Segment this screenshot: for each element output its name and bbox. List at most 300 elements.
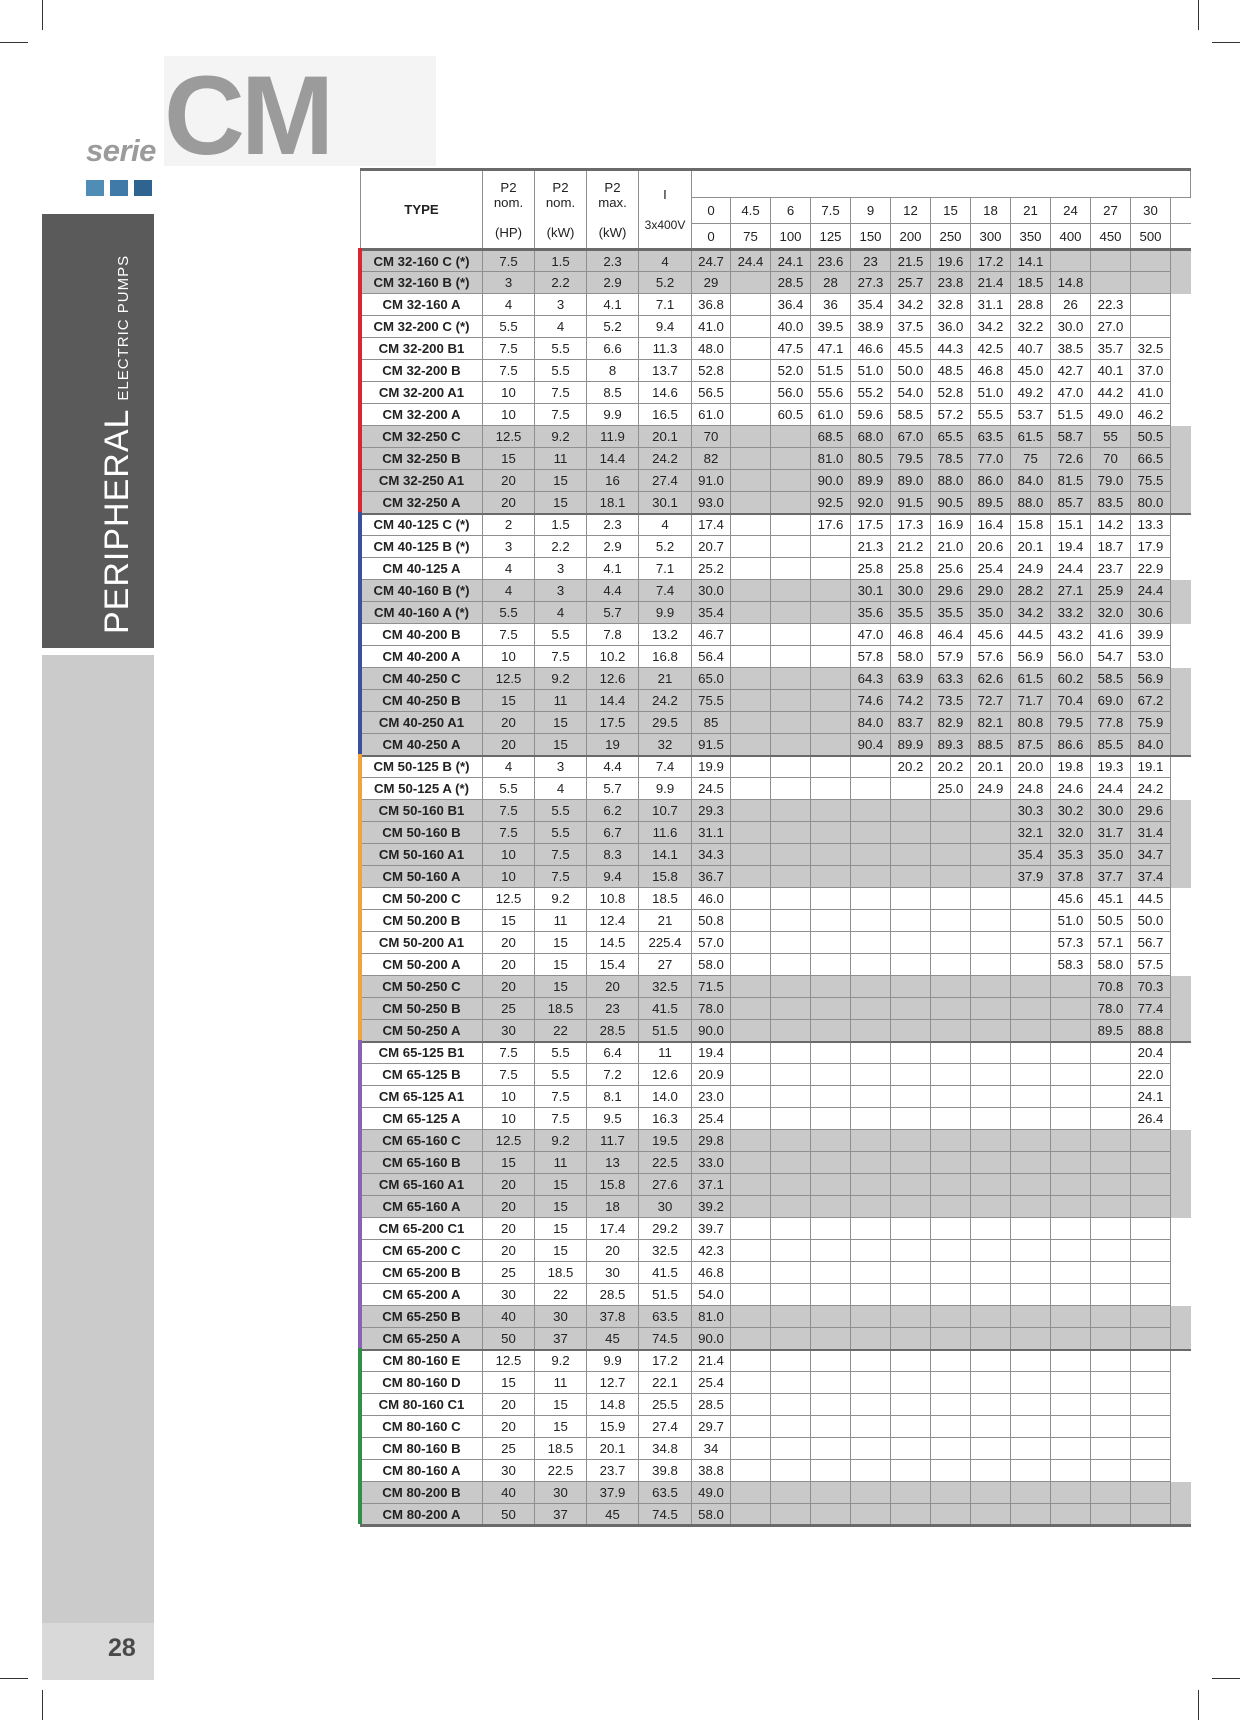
cell-type: CM 65-200 A <box>361 1284 483 1306</box>
cell-head <box>1011 888 1051 910</box>
header-flow-gap <box>1171 224 1191 250</box>
cell-head: 56.7 <box>1131 932 1171 954</box>
table-row <box>361 1196 1191 1218</box>
cell-p2-kw: 7.5 <box>535 646 587 668</box>
cell-head <box>811 1086 851 1108</box>
cell-head <box>971 888 1011 910</box>
cell-type: CM 65-125 A1 <box>361 1086 483 1108</box>
cell-head <box>931 1438 971 1460</box>
cell-head: 54.0 <box>692 1284 731 1306</box>
cell-head <box>1131 1328 1171 1350</box>
cell-head: 34.2 <box>1011 602 1051 624</box>
cell-p2-kw: 5.5 <box>535 1042 587 1064</box>
cell-type: CM 50-125 B (*) <box>361 756 483 778</box>
table-row <box>361 1174 1191 1196</box>
cell-head <box>1051 250 1091 272</box>
cell-head <box>891 1482 931 1504</box>
cell-head: 40.0 <box>771 316 811 338</box>
cell-head <box>731 1108 771 1130</box>
cell-current: 11.6 <box>639 822 692 844</box>
cell-p2-max: 4.4 <box>587 580 639 602</box>
header-flow-m3h: 21 <box>1011 198 1051 224</box>
cell-p2-hp: 40 <box>483 1482 535 1504</box>
cell-p2-max: 20 <box>587 1240 639 1262</box>
cell-gap <box>1171 866 1191 888</box>
cell-head <box>731 932 771 954</box>
cell-head <box>811 1438 851 1460</box>
cell-head: 39.2 <box>692 1196 731 1218</box>
cell-p2-max: 14.4 <box>587 690 639 712</box>
header-flow-lmin: 150 <box>851 224 891 250</box>
cell-head <box>811 1284 851 1306</box>
cell-head: 42.7 <box>1051 360 1091 382</box>
group-color-bar <box>358 1040 362 1348</box>
cell-p2-max: 2.3 <box>587 250 639 272</box>
cell-head: 58.5 <box>891 404 931 426</box>
cell-head <box>1051 1460 1091 1482</box>
table-row <box>361 1262 1191 1284</box>
cell-head: 59.6 <box>851 404 891 426</box>
cell-head: 30.6 <box>1131 602 1171 624</box>
table-row <box>361 646 1191 668</box>
cell-head <box>891 1350 931 1372</box>
table-row <box>361 1152 1191 1174</box>
cell-head <box>851 1174 891 1196</box>
cell-p2-kw: 9.2 <box>535 426 587 448</box>
cell-current: 32 <box>639 734 692 756</box>
cell-head: 30.0 <box>692 580 731 602</box>
cell-head: 40.7 <box>1011 338 1051 360</box>
cell-head: 32.5 <box>1131 338 1171 360</box>
cell-head: 24.8 <box>1011 778 1051 800</box>
cell-type: CM 32-200 C (*) <box>361 316 483 338</box>
cell-head: 17.5 <box>851 514 891 536</box>
cell-head <box>1091 1042 1131 1064</box>
cell-head: 89.0 <box>891 470 931 492</box>
cell-head <box>891 888 931 910</box>
cell-gap <box>1171 756 1191 778</box>
cell-head: 75.9 <box>1131 712 1171 734</box>
cell-head: 63.9 <box>891 668 931 690</box>
cell-current: 4 <box>639 514 692 536</box>
cell-head <box>771 1152 811 1174</box>
cell-head <box>1011 1350 1051 1372</box>
cell-head <box>811 1108 851 1130</box>
cell-gap <box>1171 558 1191 580</box>
cell-head: 58.0 <box>692 1504 731 1526</box>
cell-head <box>931 1394 971 1416</box>
cell-head <box>811 998 851 1020</box>
cell-head: 16.4 <box>971 514 1011 536</box>
cell-current: 16.3 <box>639 1108 692 1130</box>
cell-head <box>731 580 771 602</box>
cell-head: 77.8 <box>1091 712 1131 734</box>
cell-head <box>971 1372 1011 1394</box>
sidebar-title-main: PERIPHERAL <box>98 408 136 634</box>
header-flow-m3h: 15 <box>931 198 971 224</box>
cell-head: 35.4 <box>851 294 891 316</box>
cell-head <box>731 360 771 382</box>
cell-current: 11.3 <box>639 338 692 360</box>
cell-head <box>851 1328 891 1350</box>
cell-head: 51.5 <box>1051 404 1091 426</box>
cell-head <box>1091 1372 1131 1394</box>
cell-type: CM 40-250 A <box>361 734 483 756</box>
cell-head: 39.5 <box>811 316 851 338</box>
cell-p2-hp: 7.5 <box>483 338 535 360</box>
cell-head: 37.8 <box>1051 866 1091 888</box>
cell-type: CM 65-160 C <box>361 1130 483 1152</box>
cell-head: 45.0 <box>1011 360 1051 382</box>
cell-head: 73.5 <box>931 690 971 712</box>
cell-current: 74.5 <box>639 1504 692 1526</box>
cell-gap <box>1171 1306 1191 1328</box>
cell-head <box>771 1460 811 1482</box>
cell-p2-kw: 37 <box>535 1328 587 1350</box>
cell-head <box>1131 1372 1171 1394</box>
cell-head <box>1011 1394 1051 1416</box>
cell-head: 24.1 <box>771 250 811 272</box>
cell-head: 34.2 <box>971 316 1011 338</box>
cell-type: CM 32-160 A <box>361 294 483 316</box>
cell-head <box>811 712 851 734</box>
cell-p2-hp: 25 <box>483 1438 535 1460</box>
cell-head: 77.4 <box>1131 998 1171 1020</box>
cell-type: CM 65-200 B <box>361 1262 483 1284</box>
cell-p2-max: 18.1 <box>587 492 639 514</box>
cell-gap <box>1171 1152 1191 1174</box>
cell-head <box>731 338 771 360</box>
cell-head <box>971 998 1011 1020</box>
cell-head <box>1011 954 1051 976</box>
cell-head <box>891 1262 931 1284</box>
cell-head <box>1011 1042 1051 1064</box>
cell-head <box>731 1262 771 1284</box>
cell-type: CM 40-250 B <box>361 690 483 712</box>
accent-square <box>86 180 104 196</box>
cell-head <box>1091 1504 1131 1526</box>
header-flow-m3h: 6 <box>771 198 811 224</box>
cell-head <box>1051 1020 1091 1042</box>
cell-head <box>771 602 811 624</box>
cell-p2-max: 28.5 <box>587 1284 639 1306</box>
cell-head: 30.0 <box>1051 316 1091 338</box>
cell-p2-hp: 7.5 <box>483 800 535 822</box>
cell-head <box>931 1504 971 1526</box>
cell-head <box>971 1020 1011 1042</box>
cell-head <box>1131 294 1171 316</box>
cell-p2-hp: 20 <box>483 712 535 734</box>
cell-head: 41.0 <box>1131 382 1171 404</box>
cell-head <box>931 954 971 976</box>
cell-head <box>931 822 971 844</box>
cell-head <box>971 1350 1011 1372</box>
cell-head <box>731 1240 771 1262</box>
cell-head <box>851 1240 891 1262</box>
cell-head: 61.0 <box>692 404 731 426</box>
cell-head <box>771 1240 811 1262</box>
cell-head: 22.3 <box>1091 294 1131 316</box>
cell-head <box>891 1130 931 1152</box>
cell-head: 65.5 <box>931 426 971 448</box>
cell-head: 23.8 <box>931 272 971 294</box>
cell-head: 55 <box>1091 426 1131 448</box>
cell-head <box>1051 1196 1091 1218</box>
cell-p2-kw: 5.5 <box>535 338 587 360</box>
cell-head: 25.0 <box>931 778 971 800</box>
cell-head: 23.0 <box>692 1086 731 1108</box>
cell-head: 70.3 <box>1131 976 1171 998</box>
table-row <box>361 976 1191 998</box>
cell-head: 20.7 <box>692 536 731 558</box>
cell-gap <box>1171 712 1191 734</box>
cell-head <box>851 1130 891 1152</box>
cell-p2-kw: 7.5 <box>535 382 587 404</box>
cell-type: CM 32-160 B (*) <box>361 272 483 294</box>
cell-p2-hp: 10 <box>483 382 535 404</box>
cell-head <box>731 1020 771 1042</box>
cell-head: 46.6 <box>851 338 891 360</box>
cell-current: 9.4 <box>639 316 692 338</box>
cell-p2-hp: 20 <box>483 492 535 514</box>
cell-head: 89.9 <box>851 470 891 492</box>
cell-head <box>1131 1262 1171 1284</box>
cell-head <box>731 778 771 800</box>
cell-head <box>891 1020 931 1042</box>
cell-head <box>731 382 771 404</box>
cell-head: 32.2 <box>1011 316 1051 338</box>
cell-head: 25.9 <box>1091 580 1131 602</box>
cell-head: 51.0 <box>1051 910 1091 932</box>
cell-type: CM 80-160 E <box>361 1350 483 1372</box>
cell-head: 38.9 <box>851 316 891 338</box>
cell-head: 38.8 <box>692 1460 731 1482</box>
cell-p2-hp: 30 <box>483 1460 535 1482</box>
cell-head <box>891 932 931 954</box>
cell-head: 20.2 <box>891 756 931 778</box>
cell-head: 54.7 <box>1091 646 1131 668</box>
cell-head: 25.6 <box>931 558 971 580</box>
table-row <box>361 470 1191 492</box>
cell-current: 27.4 <box>639 1416 692 1438</box>
cell-head: 25.8 <box>851 558 891 580</box>
cell-head: 44.5 <box>1011 624 1051 646</box>
cell-head <box>771 954 811 976</box>
cell-p2-hp: 12.5 <box>483 1130 535 1152</box>
cell-head <box>731 404 771 426</box>
cell-head <box>771 910 811 932</box>
cell-p2-kw: 15 <box>535 1416 587 1438</box>
cell-head: 47.0 <box>851 624 891 646</box>
cell-head: 24.4 <box>731 250 771 272</box>
cell-head <box>731 1306 771 1328</box>
cell-p2-hp: 3 <box>483 272 535 294</box>
cell-head: 39.9 <box>1131 624 1171 646</box>
cell-current: 22.1 <box>639 1372 692 1394</box>
cell-head <box>731 1438 771 1460</box>
cell-p2-kw: 9.2 <box>535 888 587 910</box>
cell-current: 11 <box>639 1042 692 1064</box>
cell-head: 38.5 <box>1051 338 1091 360</box>
cell-head <box>731 514 771 536</box>
cell-head: 58.0 <box>692 954 731 976</box>
cell-head <box>971 1416 1011 1438</box>
cell-head: 35.3 <box>1051 844 1091 866</box>
cell-head: 89.9 <box>891 734 931 756</box>
cell-p2-hp: 25 <box>483 1262 535 1284</box>
cell-type: CM 32-250 A <box>361 492 483 514</box>
cell-head <box>771 1394 811 1416</box>
cell-head: 33.0 <box>692 1152 731 1174</box>
cell-head <box>971 1240 1011 1262</box>
cell-head <box>811 1174 851 1196</box>
cell-head: 32.8 <box>931 294 971 316</box>
table-row <box>361 536 1191 558</box>
cell-p2-max: 4.1 <box>587 558 639 580</box>
cell-gap <box>1171 250 1191 272</box>
cell-p2-kw: 7.5 <box>535 866 587 888</box>
cell-head <box>931 910 971 932</box>
cell-p2-max: 10.2 <box>587 646 639 668</box>
cell-head: 79.0 <box>1091 470 1131 492</box>
cell-p2-hp: 20 <box>483 1240 535 1262</box>
cell-head <box>971 954 1011 976</box>
cell-head: 14.8 <box>1051 272 1091 294</box>
cell-head: 50.0 <box>1131 910 1171 932</box>
cell-head <box>931 1460 971 1482</box>
cell-head <box>1091 1350 1131 1372</box>
cell-p2-hp: 15 <box>483 690 535 712</box>
cell-head <box>731 294 771 316</box>
cell-head <box>931 1306 971 1328</box>
cell-head <box>931 1372 971 1394</box>
cell-type: CM 40-125 A <box>361 558 483 580</box>
cell-head <box>931 1152 971 1174</box>
cell-p2-kw: 1.5 <box>535 514 587 536</box>
cell-head: 35.5 <box>891 602 931 624</box>
accent-square <box>110 180 128 196</box>
cell-head <box>1091 1306 1131 1328</box>
cell-type: CM 65-160 B <box>361 1152 483 1174</box>
cell-p2-max: 23 <box>587 998 639 1020</box>
cell-head <box>1011 1240 1051 1262</box>
cell-head <box>851 844 891 866</box>
cell-head <box>731 1174 771 1196</box>
cell-type: CM 65-125 B <box>361 1064 483 1086</box>
cell-current: 5.2 <box>639 536 692 558</box>
cell-head: 56.0 <box>1051 646 1091 668</box>
cell-head <box>1091 1064 1131 1086</box>
cell-head: 51.0 <box>971 382 1011 404</box>
cell-head <box>931 888 971 910</box>
cell-gap <box>1171 470 1191 492</box>
cell-head <box>771 514 811 536</box>
cell-head: 24.6 <box>1051 778 1091 800</box>
cell-gap <box>1171 1262 1191 1284</box>
cell-head <box>851 1350 891 1372</box>
cell-p2-kw: 15 <box>535 976 587 998</box>
cell-head <box>1051 1306 1091 1328</box>
cell-head <box>731 558 771 580</box>
header-flow-m3h: 24 <box>1051 198 1091 224</box>
table-row <box>361 1438 1191 1460</box>
cell-p2-hp: 7.5 <box>483 250 535 272</box>
cell-type: CM 65-125 B1 <box>361 1042 483 1064</box>
cell-head <box>731 646 771 668</box>
cell-head: 31.7 <box>1091 822 1131 844</box>
cell-p2-hp: 25 <box>483 998 535 1020</box>
cell-p2-hp: 7.5 <box>483 1042 535 1064</box>
cell-head: 46.8 <box>891 624 931 646</box>
cell-head <box>851 1460 891 1482</box>
table-row <box>361 448 1191 470</box>
cell-head: 37.1 <box>692 1174 731 1196</box>
cell-head <box>891 998 931 1020</box>
cell-head <box>1131 1438 1171 1460</box>
performance-table <box>360 168 1191 1527</box>
cell-head <box>1131 1482 1171 1504</box>
cell-head <box>971 1130 1011 1152</box>
cell-head <box>891 954 931 976</box>
cell-head: 39.7 <box>692 1218 731 1240</box>
cell-head <box>931 1328 971 1350</box>
cell-current: 30 <box>639 1196 692 1218</box>
cell-head: 41.0 <box>692 316 731 338</box>
cell-head <box>1131 250 1171 272</box>
cell-head <box>771 448 811 470</box>
cell-head: 53.0 <box>1131 646 1171 668</box>
cell-type: CM 65-200 C <box>361 1240 483 1262</box>
cell-head: 89.5 <box>1091 1020 1131 1042</box>
cell-gap <box>1171 382 1191 404</box>
cell-head: 61.5 <box>1011 668 1051 690</box>
cell-head: 46.8 <box>971 360 1011 382</box>
cell-head <box>851 1108 891 1130</box>
cell-type: CM 65-250 A <box>361 1328 483 1350</box>
cell-head <box>1051 1042 1091 1064</box>
cell-head <box>1051 1284 1091 1306</box>
cell-p2-kw: 18.5 <box>535 998 587 1020</box>
cell-head: 25.8 <box>891 558 931 580</box>
cell-head <box>971 910 1011 932</box>
cell-head: 35.0 <box>1091 844 1131 866</box>
cell-head: 75 <box>1011 448 1051 470</box>
cell-type: CM 80-160 C <box>361 1416 483 1438</box>
cell-head <box>1091 1482 1131 1504</box>
cell-head: 23.6 <box>811 250 851 272</box>
cell-head <box>891 1042 931 1064</box>
cell-head <box>811 1196 851 1218</box>
cell-head: 34.3 <box>692 844 731 866</box>
cell-head <box>811 910 851 932</box>
cell-head: 64.3 <box>851 668 891 690</box>
cell-gap <box>1171 910 1191 932</box>
cell-head <box>1011 1020 1051 1042</box>
cell-head <box>771 1438 811 1460</box>
cell-head <box>931 1240 971 1262</box>
cell-head <box>731 1460 771 1482</box>
cell-type: CM 32-200 B <box>361 360 483 382</box>
cell-p2-hp: 10 <box>483 1086 535 1108</box>
cell-head: 62.6 <box>971 668 1011 690</box>
cell-gap <box>1171 624 1191 646</box>
cell-head <box>1131 1416 1171 1438</box>
cell-head <box>731 690 771 712</box>
cell-p2-kw: 30 <box>535 1482 587 1504</box>
cell-head: 25.2 <box>692 558 731 580</box>
cell-head <box>931 1218 971 1240</box>
cell-head <box>891 976 931 998</box>
